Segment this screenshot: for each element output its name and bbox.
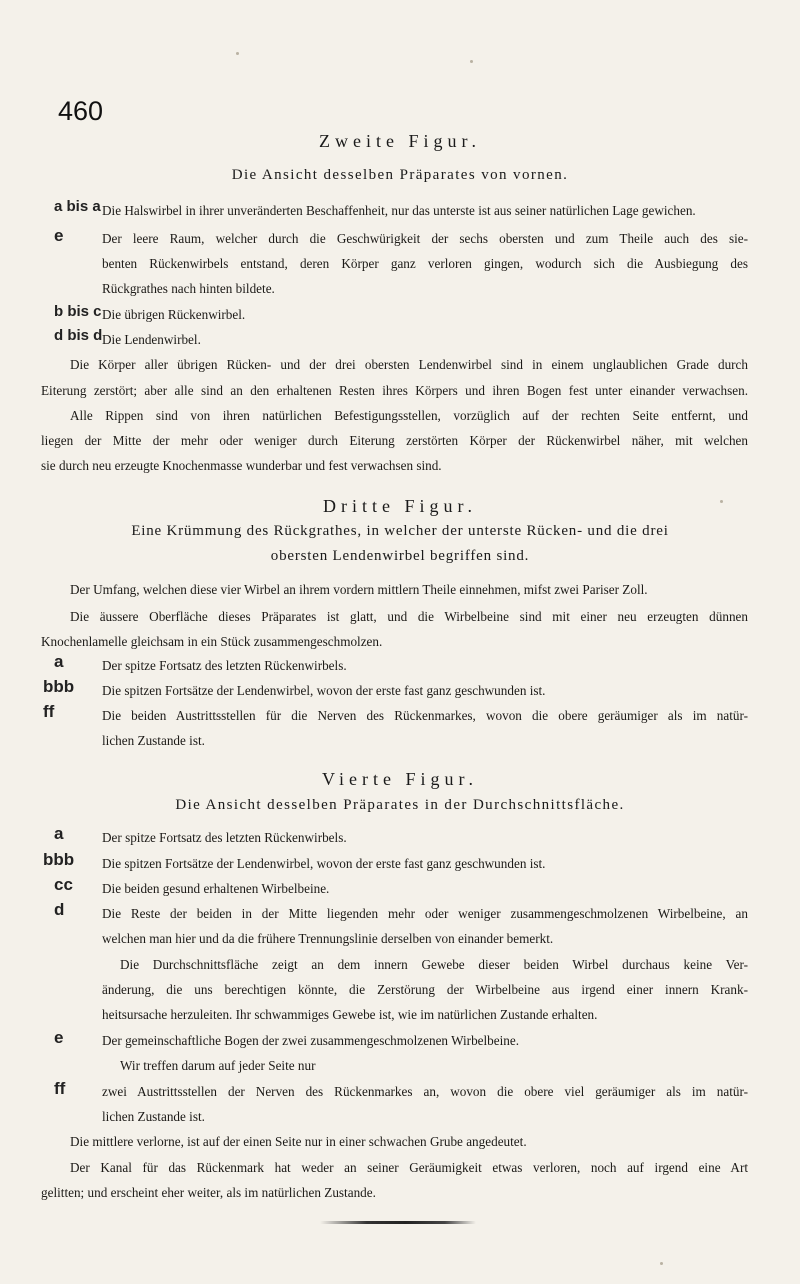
entry-label: cc xyxy=(54,875,73,894)
paper-speck xyxy=(720,500,723,503)
entry-label: a xyxy=(54,652,64,671)
figure-2-subtitle: Die Ansicht desselben Präparates von vornen. xyxy=(231,167,569,183)
paragraph-line: Knochenlamelle gleichsam in ein Stück zusammengeschmolzen. xyxy=(41,634,383,649)
paragraph-line: sie durch neu erzeugte Knochenmasse wunderbar und fest verwachsen sind. xyxy=(41,458,442,473)
entry-text: Die spitzen Fortsätze der Lendenwirbel, wovon der erste fast ganz geschwunden ist. xyxy=(102,856,546,871)
paragraph-line: Die äussere Oberfläche dieses Präparates ist glatt, und die Wirbelbeine sind mit einer neu erzeugten dünnen xyxy=(70,609,748,624)
figure-4-title: Vierte Figur. xyxy=(322,769,478,789)
figure-3-subtitle: obersten Lendenwirbel begriffen sind. xyxy=(270,548,530,564)
entry-text: Der leere Raum, welcher durch die Geschwürigkeit der sechs obersten und zum Theile auch des sie- xyxy=(102,231,748,246)
paragraph-line: liegen der Mitte der mehr oder weniger durch Eiterung zerstörten Körper der Rückenwirbel näher, mit welchen xyxy=(41,433,748,448)
entry-text: welchen man hier und da die frühere Trennungslinie derselben von einander bemerkt. xyxy=(102,931,554,946)
paragraph-line: Die mittlere verlorne, ist auf der einen Seite nur in einer schwachen Grube angedeutet. xyxy=(70,1134,527,1149)
entry-text: lichen Zustande ist. xyxy=(102,733,205,748)
paragraph-line: Die Körper aller übrigen Rücken- und der drei obersten Lendenwirbel sind in einem unglaublichen Grade durch xyxy=(70,357,748,372)
entry-label: e xyxy=(54,1028,64,1047)
entry-label: e xyxy=(54,226,64,245)
entry-label: a xyxy=(54,824,64,843)
entry-text: lichen Zustande ist. xyxy=(102,1109,205,1124)
entry-text: Rückgrathes nach hinten bildete. xyxy=(102,281,275,296)
figure-3-title: Dritte Figur. xyxy=(323,496,477,516)
entry-text: Die Halswirbel in ihrer unveränderten Beschaffenheit, nur das unterste ist aus seiner natürlichen Lage gewichen. xyxy=(102,203,696,218)
entry-label: ff xyxy=(54,1079,66,1098)
paper-speck xyxy=(236,52,239,55)
paragraph-line: Der Umfang, welchen diese vier Wirbel an ihrem vordern mittlern Theile einnehmen, mifst zwei Pariser Zoll. xyxy=(70,582,648,597)
entry-label: d bis d xyxy=(54,327,103,344)
entry-text: zwei Austrittsstellen der Nerven des Rückenmarkes an, wovon die obere viel geräumiger als im natür- xyxy=(102,1084,748,1099)
paragraph-line: Wir treffen darum auf jeder Seite nur xyxy=(120,1058,316,1073)
paragraph-line: Die Durchschnittsfläche zeigt an dem innern Gewebe dieser beiden Wirbel durchaus keine Ver- xyxy=(120,957,748,972)
entry-text: benten Rückenwirbels entstand, deren Körper ganz verloren gingen, wodurch sich die Ausbiegung des xyxy=(102,256,748,271)
paper-speck xyxy=(660,1262,663,1265)
entry-text: Die spitzen Fortsätze der Lendenwirbel, wovon der erste fast ganz geschwunden ist. xyxy=(102,683,546,698)
entry-text: Die Lendenwirbel. xyxy=(102,332,201,347)
entry-label: bbb xyxy=(43,677,75,696)
entry-label: ff xyxy=(43,702,55,721)
entry-text: Der spitze Fortsatz des letzten Rückenwirbels. xyxy=(102,830,347,845)
closing-rule xyxy=(320,1221,476,1224)
figure-3-subtitle: Eine Krümmung des Rückgrathes, in welcher der unterste Rücken- und die drei xyxy=(131,523,669,539)
paragraph-line: änderung, die uns berechtigen könnte, die Zerstörung der Wirbelbeine aus irgend einer innern Krank- xyxy=(102,982,748,997)
entry-label: b bis c xyxy=(54,303,102,320)
entry-text: Der gemeinschaftliche Bogen der zwei zusammengeschmolzenen Wirbelbeine. xyxy=(102,1033,520,1048)
entry-label: bbb xyxy=(43,850,75,869)
figure-4-subtitle: Die Ansicht desselben Präparates in der Durchschnittsfläche. xyxy=(175,797,625,813)
entry-text: Die beiden gesund erhaltenen Wirbelbeine. xyxy=(102,881,330,896)
page-number: 460 xyxy=(58,96,104,126)
paragraph-line: Der Kanal für das Rückenmark hat weder an seiner Geräumigkeit etwas verloren, noch auf irgend eine Art xyxy=(70,1160,748,1175)
paper-speck xyxy=(470,60,473,63)
paragraph-line: heitsursache herzuleiten. Ihr schwammiges Gewebe ist, wie im natürlichen Zustande erhalten. xyxy=(102,1007,598,1022)
entry-text: Die beiden Austrittsstellen für die Nerven des Rückenmarkes, wovon die obere geräumiger als im natür- xyxy=(102,708,748,723)
entry-text: Die Reste der beiden in der Mitte liegenden mehr oder weniger zusammengeschmolzenen Wirbelbeine, an xyxy=(102,906,748,921)
paragraph-line: gelitten; und erscheint eher weiter, als im natürlichen Zustande. xyxy=(41,1185,376,1200)
entry-label: d xyxy=(54,900,65,919)
figure-2-title: Zweite Figur. xyxy=(319,131,481,151)
paragraph-line: Eiterung zerstört; aber alle sind an den erhaltenen Resten ihres Körpers und ihren Bogen fest unter einander verwachsen. xyxy=(41,383,748,398)
entry-text: Der spitze Fortsatz des letzten Rückenwirbels. xyxy=(102,658,347,673)
entry-label: a bis a xyxy=(54,198,101,215)
entry-text: Die übrigen Rückenwirbel. xyxy=(102,307,246,322)
paragraph-line: Alle Rippen sind von ihren natürlichen Befestigungsstellen, vorzüglich auf der rechten Seite entfernt, und xyxy=(70,408,748,423)
